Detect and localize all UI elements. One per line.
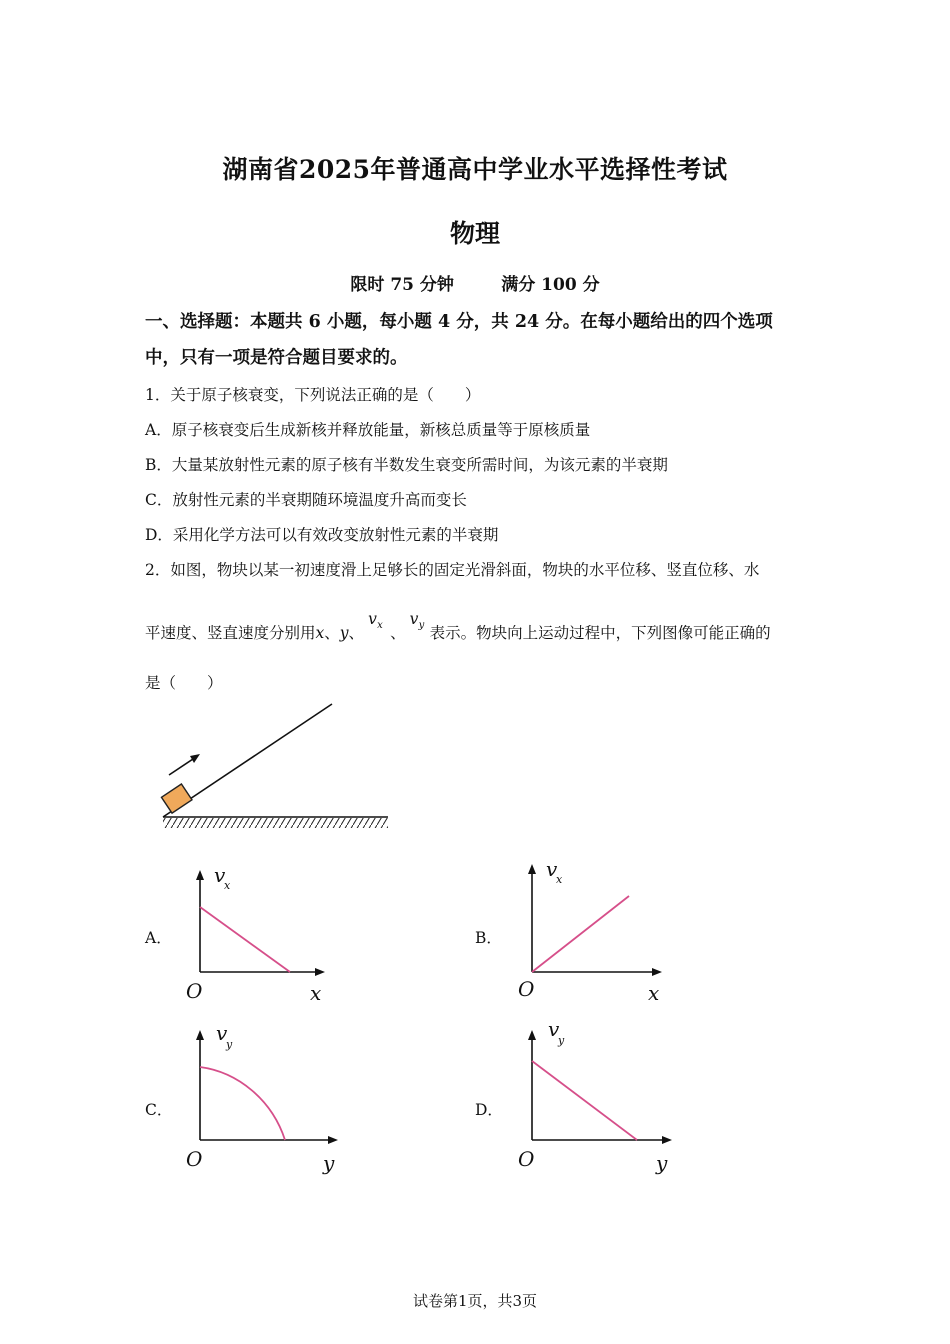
x-axis-arrow-icon <box>328 1136 338 1144</box>
var-vy: v <box>409 610 419 628</box>
y-axis-arrow-icon <box>196 1030 204 1040</box>
q2-stem-line2 <box>145 610 771 643</box>
graph-curve <box>532 896 629 972</box>
var-x: x <box>315 624 325 642</box>
q2-option-a-label: A． <box>145 929 172 947</box>
x-axis-arrow-icon <box>315 968 325 976</box>
origin-label: O <box>186 979 203 1003</box>
y-axis-subscript: y <box>226 1038 233 1051</box>
origin-label: O <box>518 1147 535 1171</box>
origin-label: O <box>186 1147 203 1171</box>
q2-stem-line2-a: 平速度、竖直速度分别用 <box>145 624 316 642</box>
subject-title: 物理 <box>449 219 500 248</box>
x-axis-label: x <box>648 981 660 1005</box>
exam-title: 湖南省2025年普通高中学业水平选择性考试 <box>222 155 728 184</box>
time-limit: 限时 75 分钟 <box>350 275 454 295</box>
x-axis-label: x <box>310 981 322 1005</box>
y-axis-subscript: y <box>558 1034 565 1047</box>
sliding-block <box>161 784 192 813</box>
exam-timing <box>0 270 950 295</box>
sep1: 、 <box>324 624 340 642</box>
y-axis-label: v <box>546 858 558 881</box>
graph-curve <box>200 1067 285 1140</box>
graph-curve <box>200 907 290 972</box>
q2-stem-line2-b: 表示。物块向上运动过程中，下列图像可能正确的 <box>429 624 771 642</box>
sep3: 、 <box>390 624 406 642</box>
q1-option-a: A．原子核衰变后生成新核并释放能量，新核总质量等于原核质量 <box>145 421 591 439</box>
sub-y: y <box>418 620 425 631</box>
var-vx: v <box>368 610 377 628</box>
y-axis-arrow-icon <box>196 870 204 880</box>
y-axis-label: v <box>216 1021 228 1045</box>
q1-option-c: C．放射性元素的半衰期随环境温度升高而变长 <box>145 491 467 509</box>
y-axis-arrow-icon <box>528 1030 536 1040</box>
section-heading-line2: 中，只有一项是符合题目要求的。 <box>145 348 408 368</box>
y-axis-label: v <box>548 1018 560 1041</box>
incline-diagram <box>155 695 395 835</box>
sub-x: x <box>377 620 383 631</box>
graph-curve <box>532 1061 637 1140</box>
graph-a <box>180 860 340 1010</box>
graph-b <box>512 858 672 1008</box>
section-heading-line1: 一、选择题：本题共 6 小题，每小题 4 分，共 24 分。在每小题给出的四个选项 <box>145 312 773 332</box>
q1-option-b: B．大量某放射性元素的原子核有半数发生衰变所需时间，为该元素的半衰期 <box>145 456 668 474</box>
x-axis-arrow-icon <box>662 1136 672 1144</box>
y-axis-subscript: x <box>556 873 563 886</box>
x-axis-label: y <box>656 1151 668 1175</box>
sep2: 、 <box>348 624 365 642</box>
ground-hatching <box>163 818 388 828</box>
origin-label: O <box>518 977 535 1001</box>
x-axis-label: y <box>323 1151 335 1175</box>
q2-option-b-label: B． <box>475 929 502 947</box>
full-score: 满分 100 分 <box>501 275 600 295</box>
y-axis-subscript: x <box>224 879 231 892</box>
graph-c <box>180 1018 350 1178</box>
y-axis-arrow-icon <box>528 864 536 874</box>
q2-stem-line3: 是（ ） <box>145 674 223 692</box>
q2-option-d-label: D． <box>475 1101 503 1119</box>
page-footer: 试卷第1页，共3页 <box>412 1292 538 1310</box>
graph-d <box>512 1018 682 1178</box>
arrow-head-icon <box>190 754 200 763</box>
q2-stem-line1: 2．如图，物块以某一初速度滑上足够长的固定光滑斜面，物块的水平位移、竖直位移、水 <box>145 561 760 579</box>
y-axis-label: v <box>214 863 226 887</box>
velocity-arrow <box>169 757 196 775</box>
q1-option-d: D．采用化学方法可以有效改变放射性元素的半衰期 <box>145 526 499 544</box>
q1-stem: 1．关于原子核衰变，下列说法正确的是（ ） <box>145 386 481 404</box>
q2-option-c-label: C． <box>145 1101 173 1119</box>
var-y: y <box>339 624 349 642</box>
x-axis-arrow-icon <box>652 968 662 976</box>
